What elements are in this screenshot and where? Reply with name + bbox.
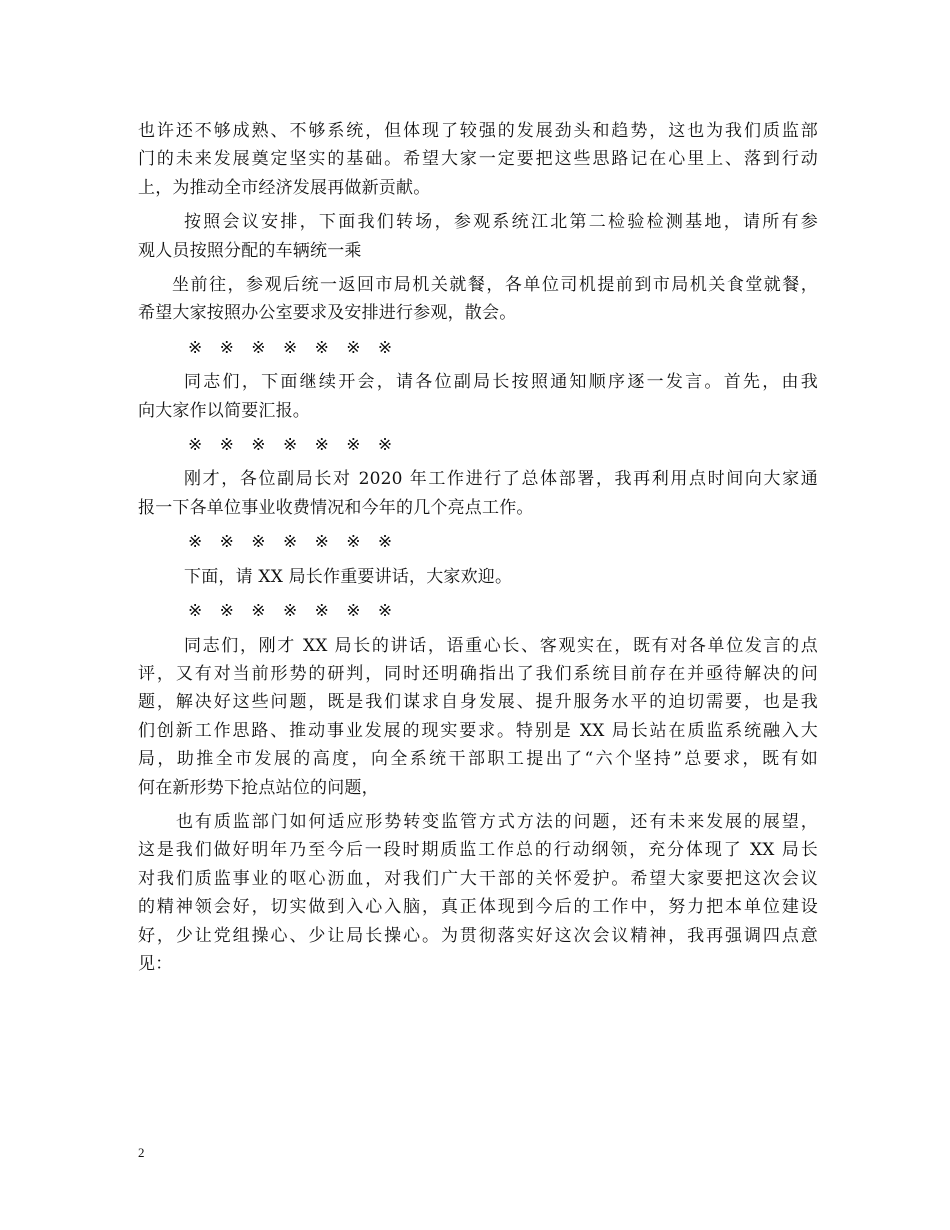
text-line: 门的未来发展奠定坚实的基础。希望大家一定要把这些思路记在心里上、落到行动 <box>138 149 818 170</box>
text-line: 也许还不够成熟、不够系统，但体现了较强的发展劲头和趋势，这也为我们质监部 <box>138 121 818 141</box>
text-line: 也有质监部门如何适应形势转变监管方式方法的问题，还有未来发展的展望， <box>176 811 818 832</box>
text-line: 好，少让党组操心、少让局长操心。为贯彻落实好这次会议精神，我再强调四点意 <box>138 925 818 946</box>
text-line: 们创新工作思路、推动事业发展的现实要求。特别是 XX 局长站在质监系统融入大 <box>138 720 818 741</box>
text-line: 同志们，下面继续开会，请各位副局长按照通知顺序逐一发言。首先，由我 <box>184 372 818 393</box>
text-line: 下面，请 XX 局长作重要讲话，大家欢迎。 <box>184 566 513 587</box>
text-line: 题，解决好这些问题，既是我们谋求自身发展、提升服务水平的迫切需要，也是我 <box>138 692 818 713</box>
text-line: 何在新形势下抢点站位的问题， <box>138 777 379 798</box>
separator-symbols: ※ ※ ※ ※ ※ ※ ※ <box>188 337 399 358</box>
text-line: 同志们，刚才 XX 局长的讲话，语重心长、客观实在，既有对各单位发言的点 <box>184 635 818 656</box>
text-line: 向大家作以简要汇报。 <box>138 400 310 421</box>
text-line: 观人员按照分配的车辆统一乘 <box>138 240 362 261</box>
separator-symbols: ※ ※ ※ ※ ※ ※ ※ <box>188 601 399 622</box>
text-line: 局，助推全市发展的高度，向全系统干部职工提出了“六个坚持”总要求，既有如 <box>138 749 818 770</box>
text-line: 希望大家按照办公室要求及安排进行参观，散会。 <box>138 303 517 324</box>
separator-symbols: ※ ※ ※ ※ ※ ※ ※ <box>188 532 399 553</box>
text-line: 评，又有对当前形势的研判，同时还明确指出了我们系统目前存在并亟待解决的问 <box>138 663 818 684</box>
text-line: 对我们质监事业的呕心沥血，对我们广大干部的关怀爱护。希望大家要把这次会议 <box>138 868 818 889</box>
text-line: 见： <box>138 953 173 974</box>
text-line: 的精神领会好，切实做到入心入脑，真正体现到今后的工作中，努力把本单位建设 <box>138 897 818 918</box>
text-line: 按照会议安排，下面我们转场，参观系统江北第二检验检测基地，请所有参 <box>184 212 818 233</box>
text-line: 上，为推动全市经济发展再做新贡献。 <box>138 177 431 198</box>
page-number: 2 <box>138 1145 145 1160</box>
text-line: 这是我们做好明年乃至今后一段时期质监工作总的行动纲领，充分体现了 XX 局长 <box>138 840 818 861</box>
document-body <box>138 117 818 978</box>
text-line: 刚才，各位副局长对 2020 年工作进行了总体部署，我再利用点时间向大家通 <box>184 469 818 490</box>
separator-symbols: ※ ※ ※ ※ ※ ※ ※ <box>188 435 399 456</box>
text-line: 报一下各单位事业收费情况和今年的几个亮点工作。 <box>138 497 534 518</box>
text-line: 坐前往，参观后统一返回市局机关就餐，各单位司机提前到市局机关食堂就餐， <box>172 275 818 296</box>
